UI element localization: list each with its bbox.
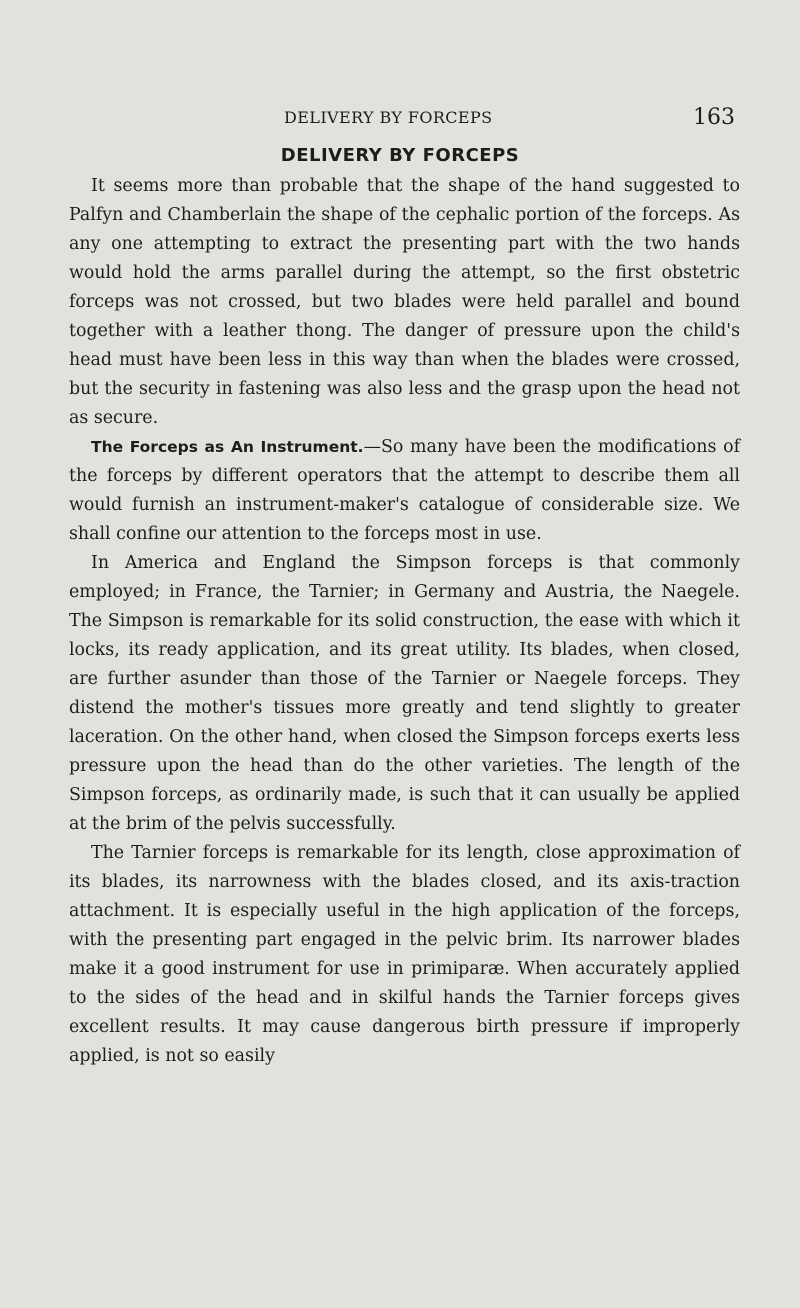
running-head-title: DELIVERY BY FORCEPS xyxy=(284,108,493,127)
page-number: 163 xyxy=(693,105,735,130)
paragraph xyxy=(69,839,740,1071)
body-text xyxy=(69,172,740,1071)
run-in-heading: The Forceps as An Instrument. xyxy=(91,438,364,456)
paragraph xyxy=(69,172,740,433)
paragraph-text: The Tarnier forceps is remarkable for its length, close approximation of its blades, its narrowness with the blades closed, and its axis-traction attachment. It is especially useful in the high application of the forceps, with the presenting part engaged in the pelvic brim. Its narrower blades make it a good instrument for use in primiparæ. When accurately applied to the sides of the head and in skilful hands the Tarnier forceps gives excellent results. It may cause dangerous birth pressure if improperly applied, is not so easily xyxy=(69,843,740,1066)
paragraph xyxy=(69,433,740,549)
paragraph xyxy=(69,549,740,839)
paragraph-text: —So many have been the modifications of the forceps by different operators that the attempt to describe them all would furnish an instrument-maker's catalogue of considerable size. We shall confine our attention to the forceps most in use. xyxy=(69,437,740,544)
paragraph-text: It seems more than probable that the shape of the hand suggested to Palfyn and Chamberlain the shape of the cephalic portion of the forceps. As any one attempting to extract the presenting part with the two hands would hold the arms parallel during the attempt, so the first obstetric forceps was not crossed, but two blades were held parallel and bound together with a leather thong. The danger of pressure upon the child's head must have been less in this way than when the blades were crossed, but the security in fastening was also less and the grasp upon the head not as secure. xyxy=(69,176,740,428)
paragraph-text: In America and England the Simpson forceps is that commonly employed; in France, the Tarnier; in Germany and Austria, the Naegele. The Simpson is remarkable for its solid construction, the ease with which it locks, its ready application, and its great utility. Its blades, when closed, are further asunder than those of the Tarnier or Naegele forceps. They distend the mother's tissues more greatly and tend slightly to greater laceration. On the other hand, when closed the Simpson forceps exerts less pressure upon the head than do the other varieties. The length of the Simpson forceps, as ordinarily made, is such that it can usually be applied at the brim of the pelvis successfully. xyxy=(69,553,740,834)
section-heading: DELIVERY BY FORCEPS xyxy=(280,145,520,166)
